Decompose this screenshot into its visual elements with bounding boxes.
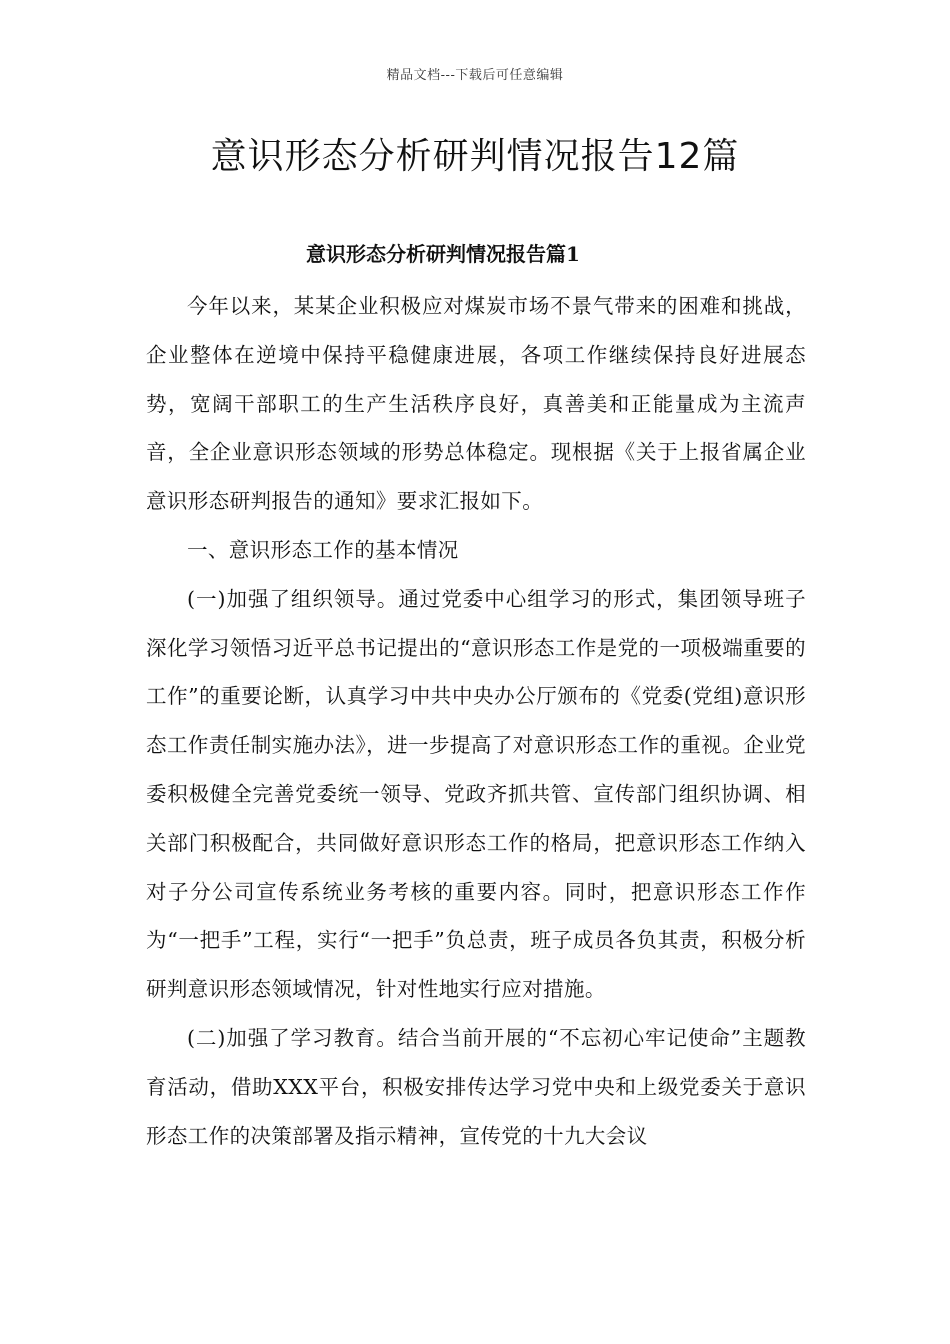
document-title: 意识形态分析研判情况报告12篇 xyxy=(210,136,740,177)
paragraph-heading-basic-situation: 一、意识形态工作的基本情况 xyxy=(187,537,459,562)
header-note: 精品文档---下载后可任意编辑 xyxy=(386,68,564,83)
paragraph-organization-leadership: (一)加强了组织领导。通过党委中心组学习的形式，集团领导班子深化学习领悟习近平总书记提出的“意识形态工作是党的一项极端重要的工作”的重要论断，认真学习中共中央办公厅颁布的《党委(党组)意识形态工作责任制实施办法》，进一步提高了对意识形态工作的重视。企业党委积极健全完善党委统一领导、党政齐抓共管、宣传部门组织协调、相关部门积极配合，共同做好意识形态工作的格局，把意识形态工作纳入对子分公司宣传系统业务考核的重要内容。同时，把意识形态工作作为“一把手”工程，实行“一把手”负总责，班子成员各负其责，积极分析研判意识形态领域情况，针对性地实行应对措施。 xyxy=(146,586,806,1002)
section-title: 意识形态分析研判情况报告篇1 xyxy=(306,242,580,266)
body-text xyxy=(146,282,806,1160)
paragraph-study-education: (二)加强了学习教育。结合当前开展的“不忘初心牢记使命”主题教育活动，借助XXX平台，积极安排传达学习党中央和上级党委关于意识形态工作的决策部署及指示精神，宣传党的十九大会议 xyxy=(146,1025,806,1148)
paragraph-intro: 今年以来，某某企业积极应对煤炭市场不景气带来的困难和挑战，企业整体在逆境中保持平稳健康进展，各项工作继续保持良好进展态势，宽阔干部职工的生产生活秩序良好，真善美和正能量成为主流声音，全企业意识形态领域的形势总体稳定。现根据《关于上报省属企业意识形态研判报告的通知》要求汇报如下。 xyxy=(146,294,806,514)
